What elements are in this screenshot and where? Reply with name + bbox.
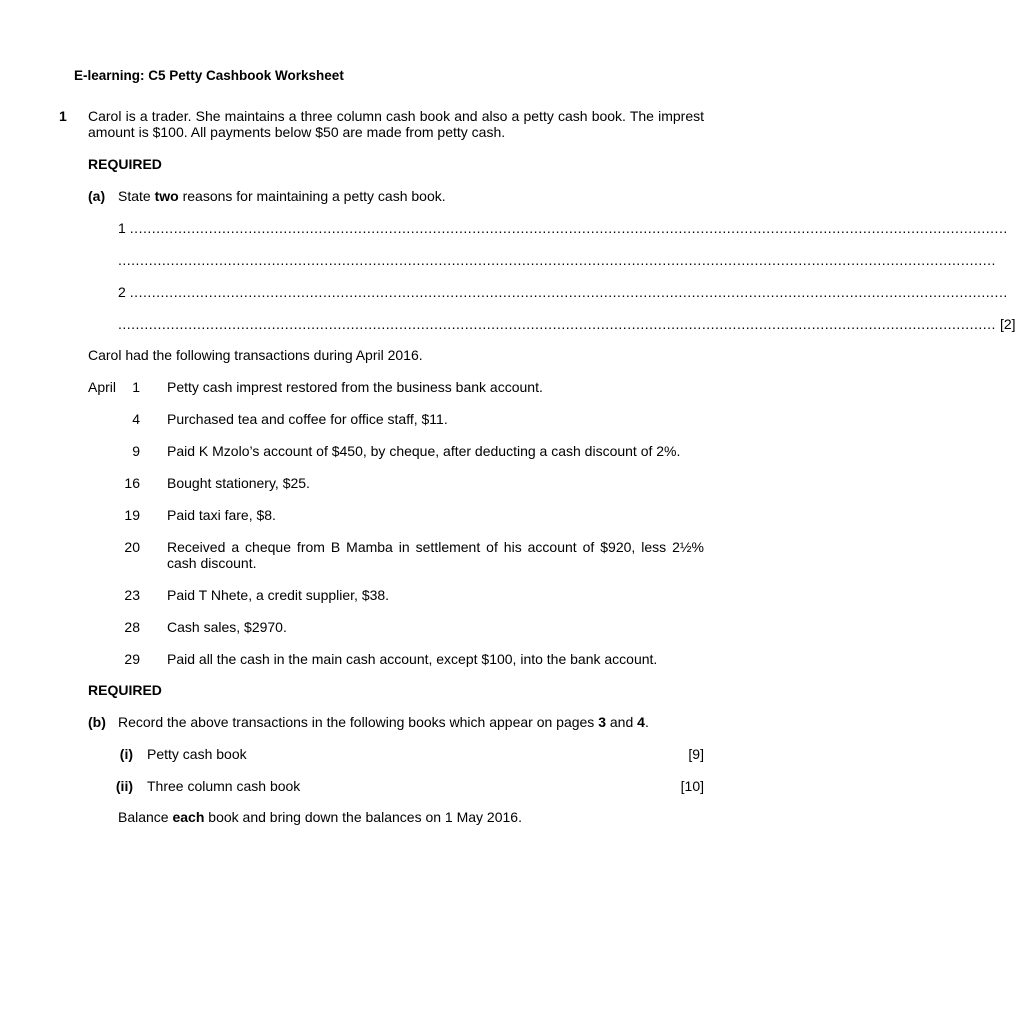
transaction-description: Cash sales, $2970. (167, 619, 287, 635)
subpart-text: Three column cash book (147, 778, 301, 794)
required-heading: REQUIRED (88, 156, 162, 172)
question-number: 1 (59, 108, 67, 124)
transactions-intro: Carol had the following transactions during April 2016. (88, 347, 423, 363)
transaction-description: Paid taxi fare, $8. (167, 507, 276, 523)
transaction-day: 1 (132, 379, 140, 395)
transaction-description: Paid K Mzolo’s account of $450, by cheque, after deducting a cash discount of 2%. (167, 443, 681, 459)
transaction-month: April (88, 379, 117, 395)
transaction-description: Paid all the cash in the main cash account, except $100, into the bank account. (167, 651, 658, 667)
answer-line-2-continued[interactable] (118, 316, 1016, 332)
transaction-description: Bought stationery, $25. (167, 475, 310, 491)
transaction-day: 28 (124, 619, 140, 635)
transaction-description: Received a cheque from B Mamba in settlement of his account of $920, less 2½% cash discount. (167, 539, 704, 571)
part-a-marks: [2] (999, 316, 1016, 332)
transaction-day: 23 (124, 587, 140, 603)
answer-line-number: 2 (118, 284, 126, 300)
balance-instruction: Balance each book and bring down the balances on 1 May 2016. (118, 809, 522, 825)
dotted-line: ........................................................................................................................................................................................................ (118, 316, 996, 332)
dotted-line: ........................................................................................................................................................................................................ (129, 220, 1008, 236)
answer-line-number: 1 (118, 220, 126, 236)
transaction-day: 29 (124, 651, 140, 667)
transaction-day: 19 (124, 507, 140, 523)
transaction-day: 4 (132, 411, 140, 427)
part-a-label: (a) (88, 188, 106, 204)
subpart-marks: [10] (680, 778, 704, 794)
transaction-description: Paid T Nhete, a credit supplier, $38. (167, 587, 390, 603)
subpart-marks: [9] (688, 746, 704, 762)
answer-line-1-continued[interactable] (118, 252, 996, 268)
transaction-day: 9 (132, 443, 140, 459)
answer-line-2[interactable] (118, 284, 1008, 300)
answer-line-1[interactable] (118, 220, 1008, 236)
required-heading-2: REQUIRED (88, 682, 162, 698)
transaction-description: Petty cash imprest restored from the business bank account. (167, 379, 543, 395)
dotted-line: ........................................................................................................................................................................................................ (118, 252, 996, 268)
part-b-label: (b) (88, 714, 106, 730)
transaction-description: Purchased tea and coffee for office staff, $11. (167, 411, 448, 427)
subpart-label: (ii) (115, 778, 133, 794)
question-intro: Carol is a trader. She maintains a three column cash book and also a petty cash book. The imprest amount is $100. All payments below $50 are made from petty cash. (88, 108, 704, 140)
transaction-day: 20 (124, 539, 140, 555)
dotted-line: ........................................................................................................................................................................................................ (129, 284, 1008, 300)
part-b-prompt: Record the above transactions in the following books which appear on pages 3 and 4. (118, 714, 649, 730)
transaction-day: 16 (124, 475, 140, 491)
worksheet-title: E-learning: C5 Petty Cashbook Worksheet (74, 68, 344, 83)
part-a-prompt: State two reasons for maintaining a petty cash book. (118, 188, 446, 204)
subpart-label: (i) (119, 746, 133, 762)
subpart-text: Petty cash book (147, 746, 247, 762)
